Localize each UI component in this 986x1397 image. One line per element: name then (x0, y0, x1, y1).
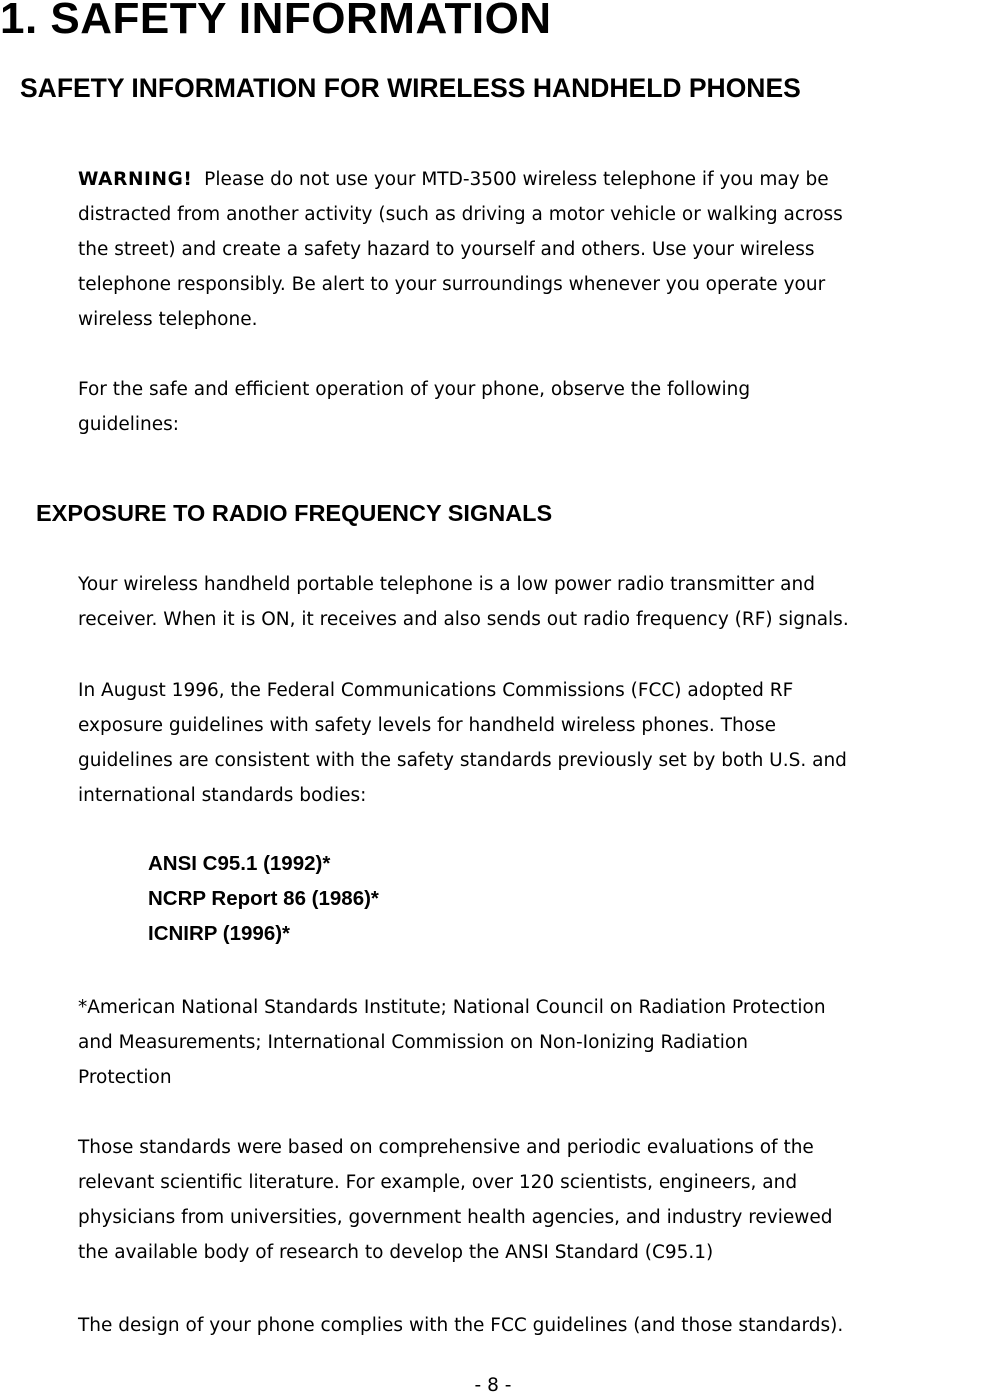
page-number: - 8 - (474, 1375, 512, 1396)
standard-item: ICNIRP (1996)* (148, 922, 291, 945)
evaluation-line: the available body of research to develop the ANSI Standard (C95.1) (78, 1242, 714, 1263)
warning-line: distracted from another activity (such as driving a motor vehicle or walking across (78, 204, 843, 225)
warning-text: Please do not use your MTD-3500 wireless telephone if you may be (192, 169, 829, 190)
warning-label: WARNING! (78, 169, 193, 190)
fcc-line: international standards bodies: (78, 785, 367, 806)
fcc-line: In August 1996, the Federal Communications Commissions (FCC) adopted RF (78, 680, 794, 701)
section-title: 1. SAFETY INFORMATION (0, 0, 552, 43)
fcc-line: exposure guidelines with safety levels for handheld wireless phones. Those (78, 715, 777, 736)
evaluation-paragraph (78, 1130, 983, 1270)
warning-line: the street) and create a safety hazard to yourself and others. Use your wireless (78, 239, 815, 260)
guidelines-intro (78, 372, 983, 442)
evaluation-line: physicians from universities, government health agencies, and industry reviewed (78, 1207, 833, 1228)
compliance-paragraph (78, 1308, 983, 1343)
rf-intro-line: Your wireless handheld portable telephone is a low power radio transmitter and (78, 574, 815, 595)
compliance-line: The design of your phone complies with the FCC guidelines (and those standards). (78, 1315, 844, 1336)
footnote (78, 990, 983, 1095)
footnote-line: *American National Standards Institute; National Council on Radiation Protection (78, 997, 826, 1018)
guidelines-line: For the safe and efficient operation of your phone, observe the following (78, 379, 751, 400)
fcc-line: guidelines are consistent with the safety standards previously set by both U.S. and (78, 750, 847, 771)
subtitle: SAFETY INFORMATION FOR WIRELESS HANDHELD PHONES (20, 73, 801, 103)
warning-paragraph (78, 162, 983, 337)
warning-line: telephone responsibly. Be alert to your surroundings whenever you operate your (78, 274, 826, 295)
footnote-line: Protection (78, 1067, 172, 1088)
footnote-line: and Measurements; International Commission on Non-Ionizing Radiation (78, 1032, 748, 1053)
evaluation-line: relevant scientific literature. For example, over 120 scientists, engineers, and (78, 1172, 798, 1193)
guidelines-line: guidelines: (78, 414, 179, 435)
evaluation-line: Those standards were based on comprehensive and periodic evaluations of the (78, 1137, 814, 1158)
standard-item: NCRP Report 86 (1986)* (148, 887, 379, 910)
rf-intro-line: receiver. When it is ON, it receives and also sends out radio frequency (RF) signals. (78, 609, 849, 630)
standard-item: ANSI C95.1 (1992)* (148, 852, 331, 875)
fcc-paragraph (78, 673, 983, 813)
standards-list (148, 846, 379, 951)
warning-line (78, 162, 983, 197)
warning-line: wireless telephone. (78, 309, 258, 330)
rf-intro-paragraph (78, 567, 983, 637)
rf-heading: EXPOSURE TO RADIO FREQUENCY SIGNALS (36, 500, 553, 526)
